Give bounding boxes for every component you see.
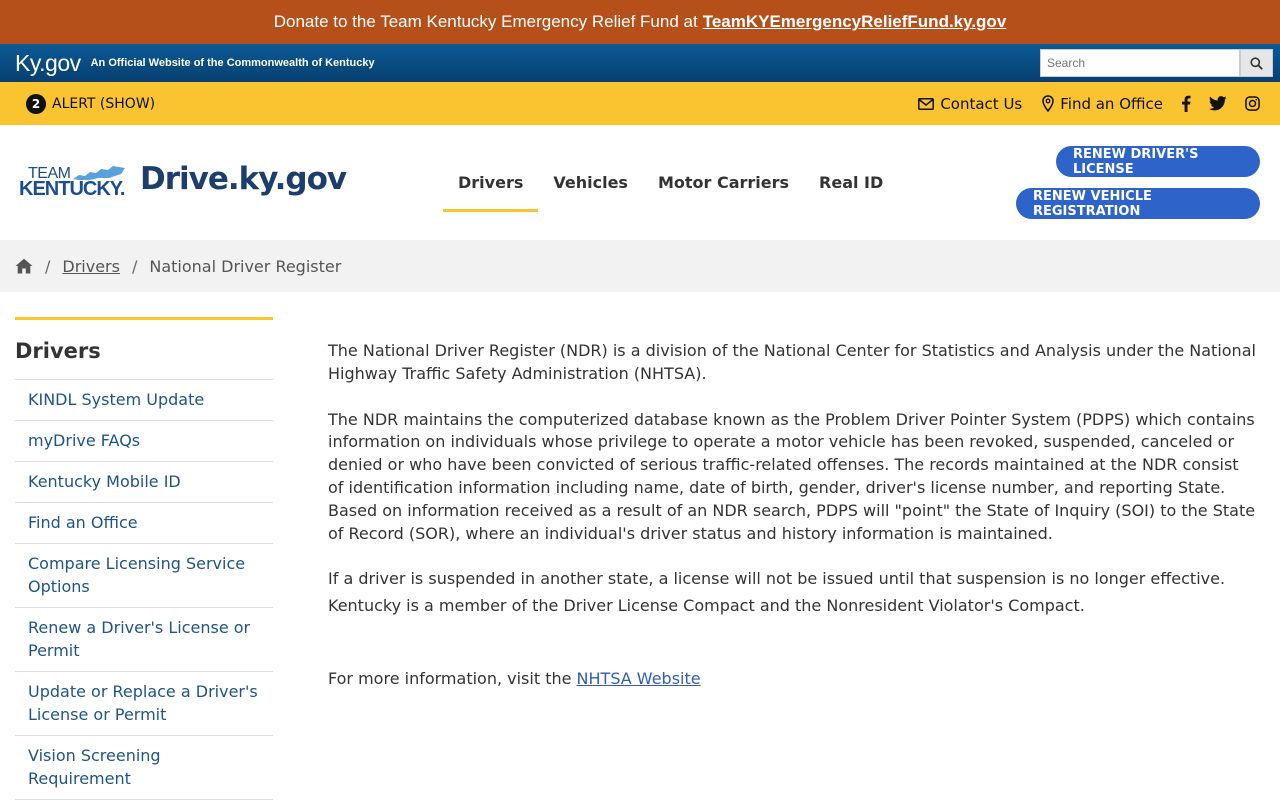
find-office-link[interactable] xyxy=(1042,95,1163,113)
map-pin-icon xyxy=(1042,95,1054,112)
sidebar-item-vision-screening[interactable]: Vision Screening Requirement xyxy=(15,736,273,800)
breadcrumb-separator: / xyxy=(45,256,51,276)
sidebar-nav xyxy=(15,317,273,800)
instagram-icon xyxy=(1245,96,1260,111)
instagram-link[interactable] xyxy=(1245,96,1260,111)
nhtsa-website-link[interactable]: NHTSA Website xyxy=(576,668,701,688)
nav-motor-carriers[interactable]: Motor Carriers xyxy=(657,173,790,192)
sidebar-item-find-an-office[interactable]: Find an Office xyxy=(15,503,273,544)
envelope-icon xyxy=(918,98,934,110)
nav-vehicles[interactable]: Vehicles xyxy=(553,173,628,192)
donate-banner xyxy=(0,0,1280,44)
content-paragraph: Kentucky is a member of the Driver License Compact and the Nonresident Violator's Compact. xyxy=(328,596,1085,616)
kygov-logo[interactable]: Ky.gov xyxy=(15,49,81,76)
content-paragraph: The National Driver Register (NDR) is a division of the National Center for Statistics and Analysis under the National Highway Traffic Safety Administration (NHTSA). xyxy=(328,341,1256,383)
alert-label: ALERT (SHOW) xyxy=(52,95,156,112)
logo-kentucky-text: KENTUCKY. xyxy=(19,178,125,200)
search-button[interactable] xyxy=(1240,49,1273,77)
nav-drivers[interactable]: Drivers xyxy=(443,125,538,240)
main-nav xyxy=(443,125,898,240)
sidebar-item-update-replace-license[interactable]: Update or Replace a Driver's License or Permit xyxy=(15,672,273,736)
content-paragraph: The NDR maintains the computerized database known as the Problem Driver Pointer System (PDPS) which contains information on individuals whose privilege to operate a motor vehicle has been revoked, suspended, canceled or denied or who have been convicted of serious traffic-related offenses. The records maintained at the NDR consist of identification information including name, date of birth, gender, driver's license number, and reporting State. Based on information received as a result of an NDR search, PDPS will "point" the State of Inquiry (SOI) to the State of Record (SOR), where an individual's driver status and history information is maintained. xyxy=(328,409,1256,543)
sidebar-item-mydrive-faqs[interactable]: myDrive FAQs xyxy=(15,421,273,462)
breadcrumb-separator: / xyxy=(131,256,138,276)
renew-license-button[interactable]: RENEW DRIVER'S LICENSE xyxy=(1056,146,1260,177)
alert-toggle[interactable] xyxy=(26,94,155,114)
kygov-bar xyxy=(0,44,1280,82)
team-kentucky-logo[interactable] xyxy=(19,165,129,199)
utility-links xyxy=(898,82,1260,125)
site-title[interactable]: Drive.ky.gov xyxy=(140,161,347,197)
find-office-label: Find an Office xyxy=(1060,94,1163,113)
breadcrumb-drivers-link[interactable]: Drivers xyxy=(62,256,120,276)
twitter-link[interactable] xyxy=(1209,96,1227,111)
donate-text: Donate to the Team Kentucky Emergency Relief Fund at xyxy=(273,12,698,31)
facebook-link[interactable] xyxy=(1181,95,1191,112)
more-info-prefix: For more information, visit the xyxy=(328,668,572,688)
home-icon[interactable] xyxy=(15,258,33,274)
donate-link[interactable]: TeamKYEmergencyReliefFund.ky.gov xyxy=(702,12,1007,31)
breadcrumb xyxy=(0,240,1280,292)
twitter-icon xyxy=(1209,96,1227,111)
facebook-icon xyxy=(1181,95,1191,112)
logo-team-text: TEAM xyxy=(28,165,71,182)
contact-us-label: Contact Us xyxy=(940,94,1023,113)
content-more-info xyxy=(328,668,1258,691)
sidebar-title: Drivers xyxy=(15,320,273,380)
renew-registration-button[interactable]: RENEW VEHICLE REGISTRATION xyxy=(1016,188,1260,219)
nav-real-id[interactable]: Real ID xyxy=(819,173,884,192)
sidebar-item-compare-licensing[interactable]: Compare Licensing Service Options xyxy=(15,544,273,608)
main-content xyxy=(328,340,1258,714)
alert-bar xyxy=(0,82,1280,125)
breadcrumb-current: National Driver Register xyxy=(149,256,342,276)
content-paragraph: If a driver is suspended in another state, a license will not be issued until that suspension is no longer effective. xyxy=(328,569,1226,589)
contact-us-link[interactable] xyxy=(918,95,1022,113)
kygov-official-text: An Official Website of the Commonwealth of Kentucky xyxy=(90,57,375,69)
site-header xyxy=(0,125,1280,240)
sidebar-item-renew-license[interactable]: Renew a Driver's License or Permit xyxy=(15,608,273,672)
alert-count-badge: 2 xyxy=(26,94,46,114)
sidebar-item-kentucky-mobile-id[interactable]: Kentucky Mobile ID xyxy=(15,462,273,503)
search-input[interactable] xyxy=(1040,49,1240,77)
sidebar-item-kindl-system-update[interactable]: KINDL System Update xyxy=(15,380,273,421)
search-icon xyxy=(1250,57,1263,70)
kygov-search xyxy=(1040,49,1273,77)
